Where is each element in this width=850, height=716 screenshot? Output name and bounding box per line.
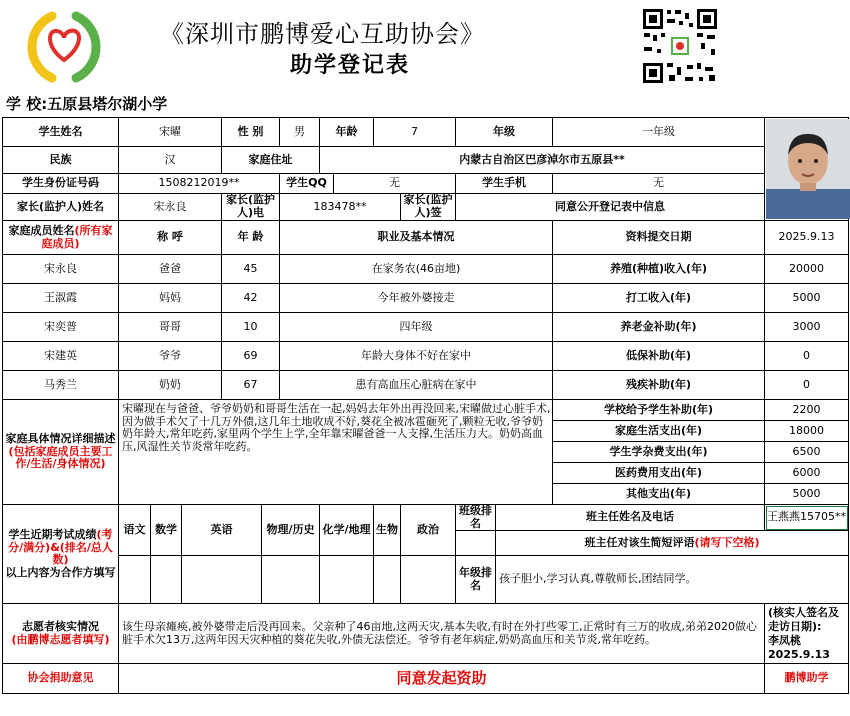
member-age: 42 <box>222 284 280 313</box>
finance-label: 养殖(种植)收入(年) <box>553 255 765 284</box>
student-phone: 无 <box>553 174 765 194</box>
gender: 男 <box>280 118 320 147</box>
score-politics <box>401 556 456 604</box>
member-relation: 妈妈 <box>119 284 222 313</box>
member-job: 患有高血压心脏病在家中 <box>280 371 553 400</box>
score-chemistry-geography <box>320 556 374 604</box>
member-name: 宋奕普 <box>3 313 119 342</box>
age-header: 年 龄 <box>222 221 280 255</box>
form-header <box>0 0 809 92</box>
relation-header: 称 呼 <box>119 221 222 255</box>
finance-label: 医药费用支出(年) <box>553 463 765 484</box>
registration-table <box>2 117 849 694</box>
form-subtitle: 助学登记表 <box>290 52 411 78</box>
member-name: 王淑霞 <box>3 284 119 313</box>
member-job: 今年被外婆接走 <box>280 284 553 313</box>
teacher-comment: 孩子胆小,学习认真,尊敬师长,团结同学。 <box>496 556 849 604</box>
grade: 一年级 <box>553 118 765 147</box>
finance-label: 其他支出(年) <box>553 484 765 505</box>
finance-label: 打工收入(年) <box>553 284 765 313</box>
member-age: 45 <box>222 255 280 284</box>
member-name: 马秀兰 <box>3 371 119 400</box>
finance-value: 0 <box>765 342 849 371</box>
family-row <box>3 342 849 371</box>
qr-code-icon <box>641 7 719 85</box>
finance-value: 5000 <box>765 284 849 313</box>
member-age: 69 <box>222 342 280 371</box>
grade-rank-label: 年级排名 <box>456 556 496 604</box>
teacher-name-phone: 王燕燕15705** <box>765 505 849 531</box>
member-age: 67 <box>222 371 280 400</box>
student-qq: 无 <box>334 174 456 194</box>
teacher-comment-label: 班主任对该生简短评语(请写下空格) <box>496 531 849 556</box>
family-members-label: 家庭成员姓名(所有家庭成员) <box>3 221 119 255</box>
submit-date-label: 资料提交日期 <box>553 221 765 255</box>
member-relation: 爸爸 <box>119 255 222 284</box>
finance-value: 6500 <box>765 442 849 463</box>
family-detail-text: 宋曜现在与爸爸、爷爷奶奶和哥哥生活在一起,妈妈去年外出再没回来,宋曜做过心脏手术,因为做手术欠了十几万外债,这几年土地收成不好,葵花全被冰雹砸死了,颗粒无收,爷爷奶奶年龄大,常年吃药,家里两个学生上学,全年靠宋曜爸爸一人支撑,生活压力大。奶奶高血压,风湿性关节炎常年吃药。 <box>119 400 553 505</box>
finance-value: 20000 <box>765 255 849 284</box>
finance-label: 养老金补助(年) <box>553 313 765 342</box>
subject-biology: 生物 <box>374 505 401 556</box>
volunteer-sign <box>765 604 849 664</box>
association-logo-icon <box>22 8 106 84</box>
subject-english: 英语 <box>182 505 262 556</box>
grade-label: 年级 <box>456 118 553 147</box>
class-rank-label: 班级排名 <box>456 505 496 531</box>
finance-value: 3000 <box>765 313 849 342</box>
finance-label: 残疾补助(年) <box>553 371 765 400</box>
address-label: 家庭住址 <box>222 147 320 174</box>
score-english <box>182 556 262 604</box>
guardian-phone-label: 家长(监护人)电 <box>222 194 280 221</box>
score-biology <box>374 556 401 604</box>
finance-value: 2200 <box>765 400 849 421</box>
finance-label: 学校给予学生补助(年) <box>553 400 765 421</box>
member-name: 宋永良 <box>3 255 119 284</box>
member-relation: 哥哥 <box>119 313 222 342</box>
member-job: 在家务农(46亩地) <box>280 255 553 284</box>
score-chinese <box>119 556 151 604</box>
family-row <box>3 255 849 284</box>
volunteer-sign-name: 李凤桃 <box>768 633 802 647</box>
student-name: 宋曜 <box>119 118 222 147</box>
finance-label: 低保补助(年) <box>553 342 765 371</box>
age: 7 <box>374 118 456 147</box>
subject-politics: 政治 <box>401 505 456 556</box>
volunteer-label: 志愿者核实情况 (由鹏博志愿者填写) <box>3 604 119 664</box>
family-row <box>3 313 849 342</box>
volunteer-sign-date: 2025.9.13 <box>768 647 830 661</box>
address: 内蒙古自治区巴彦淖尔市五原县** <box>320 147 765 174</box>
family-detail-label: 家庭具体情况详细描述(包括家庭成员主要工作/生活/身体情况) <box>3 400 119 505</box>
finance-value: 5000 <box>765 484 849 505</box>
subject-physics-history: 物理/历史 <box>262 505 320 556</box>
student-id: 1508212019** <box>119 174 280 194</box>
score-math <box>151 556 182 604</box>
exam-label: 学生近期考试成绩(考分/满分)&(排名/总人数) 以上内容为合作方填写 <box>3 505 119 604</box>
opinion-label: 协会捐助意见 <box>3 664 119 694</box>
guardian-label: 家长(监护人)姓名 <box>3 194 119 221</box>
submit-date: 2025.9.13 <box>765 221 849 255</box>
subject-chemistry-geography: 化学/地理 <box>320 505 374 556</box>
form-title: 《深圳市鹏博爱心互助协会》 <box>160 20 485 48</box>
score-physics-history <box>262 556 320 604</box>
phone-label: 学生手机 <box>456 174 553 194</box>
school-name: 学 校:五原县塔尔湖小学 <box>6 95 168 113</box>
volunteer-sign-label: (核实人签名及走访日期): <box>768 606 840 634</box>
student-photo <box>765 118 849 221</box>
guardian-name: 宋永良 <box>119 194 222 221</box>
age-label: 年龄 <box>320 118 374 147</box>
member-job: 年龄大身体不好在家中 <box>280 342 553 371</box>
job-header: 职业及基本情况 <box>280 221 553 255</box>
member-relation: 奶奶 <box>119 371 222 400</box>
subject-chinese: 语文 <box>119 505 151 556</box>
volunteer-text: 该生母亲瘫痪,被外婆带走后没再回来。父亲种了46亩地,这两天灾,基本失收,有时在外打些零工,正常时有三万的收成,弟弟2020做心脏手术欠13万,这两年因天灾种植的葵花失收,外债无法偿还。爷爷有老年病症,奶奶高血压和关节炎,常年吃药。 <box>119 604 765 664</box>
qq-label: 学生QQ <box>280 174 334 194</box>
finance-label: 学生学杂费支出(年) <box>553 442 765 463</box>
member-name: 宋建英 <box>3 342 119 371</box>
finance-value: 18000 <box>765 421 849 442</box>
family-row <box>3 284 849 313</box>
member-relation: 爷爷 <box>119 342 222 371</box>
family-row <box>3 371 849 400</box>
guardian-sign-label: 家长(监护人)签 <box>401 194 456 221</box>
finance-value: 6000 <box>765 463 849 484</box>
student-portrait-image <box>766 119 850 219</box>
teacher-label: 班主任姓名及电话 <box>496 505 765 531</box>
guardian-consent: 同意公开登记表中信息 <box>456 194 765 221</box>
class-rank-value <box>456 531 496 556</box>
finance-value: 0 <box>765 371 849 400</box>
member-age: 10 <box>222 313 280 342</box>
student-name-label: 学生姓名 <box>3 118 119 147</box>
subject-math: 数学 <box>151 505 182 556</box>
id-label: 学生身份证号码 <box>3 174 119 194</box>
ethnic-label: 民族 <box>3 147 119 174</box>
gender-label: 性 别 <box>222 118 280 147</box>
guardian-phone: 183478** <box>280 194 401 221</box>
finance-label: 家庭生活支出(年) <box>553 421 765 442</box>
brand-label: 鹏博助学 <box>765 664 849 694</box>
opinion-text: 同意发起资助 <box>119 664 765 694</box>
ethnic: 汉 <box>119 147 222 174</box>
member-job: 四年级 <box>280 313 553 342</box>
